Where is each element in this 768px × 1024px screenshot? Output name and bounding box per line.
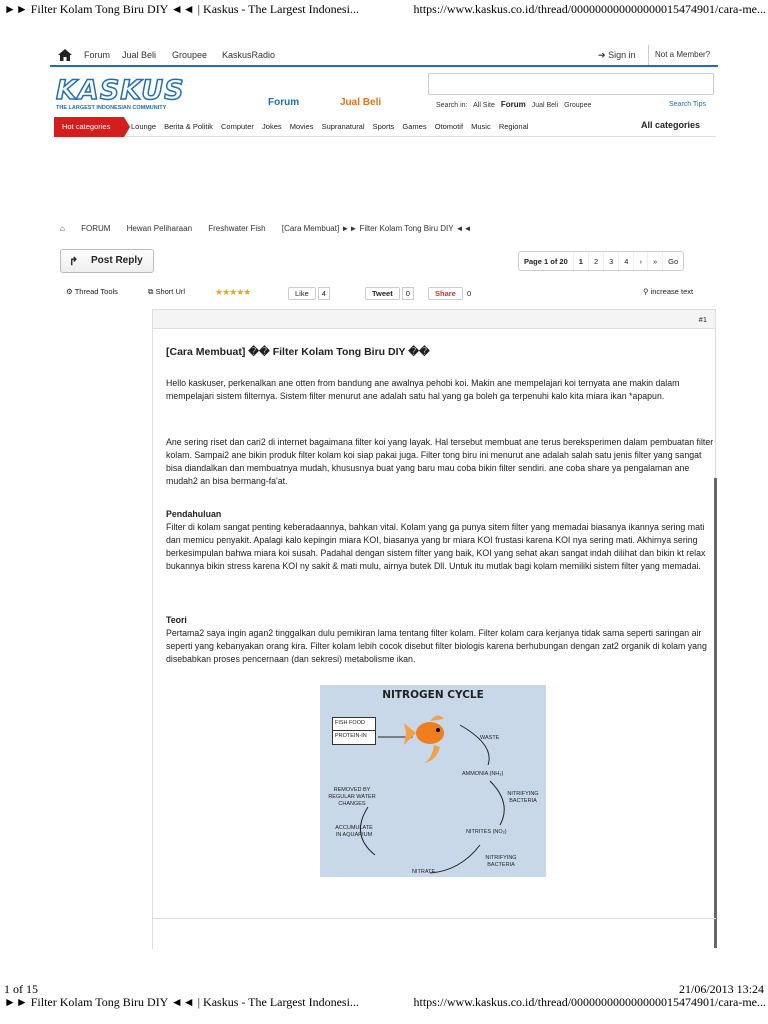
accumulate-label: ACCUMULATE IN AQUARIUM <box>335 825 373 838</box>
goldfish-icon <box>404 715 444 763</box>
hot-categories-tab[interactable]: Hot categories <box>54 117 124 137</box>
nitrogen-cycle-image <box>320 685 546 877</box>
thread-tools-label: Thread Tools <box>74 287 118 296</box>
print-url: https://www.kaskus.co.id/thread/000000000000000015474901/cara-me... <box>413 2 766 16</box>
breadcrumb-item[interactable]: Freshwater Fish <box>208 224 266 233</box>
nitrites-label: NITRITES (NO₂) <box>466 829 507 835</box>
pagination <box>518 251 684 271</box>
bacteria-label: NITRIFYING BACTERIA <box>507 791 539 804</box>
category-item[interactable]: Otomotif <box>434 122 464 131</box>
link-icon: ⧉ <box>148 287 154 296</box>
tweet-widget <box>365 287 414 300</box>
diagram-title: NITROGEN CYCLE <box>382 689 484 701</box>
sign-in-link[interactable] <box>598 50 636 61</box>
top-bar <box>50 45 718 67</box>
breadcrumb <box>60 224 486 233</box>
search-tips-link[interactable]: Search Tips <box>669 101 706 108</box>
post-title: [Cara Membuat] �� Filter Kolam Tong Biru DIY �� <box>166 346 430 358</box>
all-categories-link[interactable]: All categories <box>640 120 700 130</box>
search-opt-jualbeli[interactable]: Jual Beli <box>531 102 559 109</box>
breadcrumb-home-icon[interactable]: ⌂ <box>60 224 65 233</box>
go-button[interactable]: Go <box>662 252 683 270</box>
main-nav-forum[interactable]: Forum <box>268 97 300 108</box>
breadcrumb-current: [Cara Membuat] ►► Filter Kolam Tong Biru DIY ◄◄ <box>281 224 472 233</box>
category-list <box>131 122 534 131</box>
category-item[interactable]: Lounge <box>131 122 157 131</box>
post-section <box>166 508 716 573</box>
category-item[interactable]: Computer <box>221 122 254 131</box>
post-reply-button[interactable] <box>60 249 154 273</box>
category-item[interactable]: Games <box>402 122 427 131</box>
logo-word: KASKUS <box>56 75 185 106</box>
post-paragraph: Hello kaskuser, perkenalkan ane otten from bandung ane awalnya pehobi koi. Makin ane mempelajari koi ternyata ane makin dalam mempelajari sistem filternya. Sistem filter menurut ane adalah satu hal yang ga boleh ga terpenuhi kalo kita miara ikan *apapun. <box>166 378 680 401</box>
kaskus-logo[interactable] <box>56 75 186 112</box>
topnav-jualbeli[interactable]: Jual Beli <box>122 50 157 60</box>
category-bar <box>52 117 716 137</box>
tweet-button[interactable]: Tweet <box>365 287 400 300</box>
thread-tools-button[interactable] <box>66 287 118 296</box>
section-heading: Pendahuluan <box>166 509 222 519</box>
share-button[interactable]: Share <box>428 287 463 300</box>
tweet-count: 0 <box>402 287 414 300</box>
sign-in-icon: ➔ <box>598 50 606 60</box>
logo-tagline: THE LARGEST INDONESIAN COMMUNITY <box>56 105 167 111</box>
last-page-button[interactable]: » <box>647 252 662 270</box>
print-header <box>0 0 768 18</box>
category-item[interactable]: Berita & Politik <box>164 122 213 131</box>
main-nav-jualbeli[interactable]: Jual Beli <box>340 97 382 108</box>
rating-stars[interactable]: ★★★★★ <box>215 287 251 297</box>
topnav-groupee[interactable]: Groupee <box>172 50 208 60</box>
thread-toolbar <box>60 287 710 301</box>
search-opt-groupee[interactable]: Groupee <box>564 102 592 109</box>
post-paragraph: Pertama2 saya ingin agan2 tinggalkan dulu pemikiran lama tentang filter kolam. Filter kolam cara kerjanya tidak sama seperti saringan air seperti yang kebanyakan orang kira. Filter kolam lebih cocok disebut filter biologis karena berhubungan dengan zat2 organik di kolam yang disebabkan proses pencernaan (dan sekresi) metabolisme ikan. <box>166 628 707 664</box>
increase-text-button[interactable] <box>643 287 693 296</box>
fish-food-box <box>332 717 376 745</box>
like-button[interactable]: Like <box>288 287 316 300</box>
category-item[interactable]: Jokes <box>262 122 282 131</box>
next-page-button[interactable]: › <box>633 252 647 270</box>
post-paragraph: Filter di kolam sangat penting keberadaannya, bahkan vital. Kolam yang ga punya sitem filter yang memadai biasanya ikannya sering mati dan memicu penyakit. Apalagi kalo kepingin miara KOI, biasanya yang br miara KOI frustasi karena KOI nya sering mati. Akhirnya sering berkesimpulan bahwa miara koi susah. Padahal dengan sistem filter yang baik, KOI yang sehat akan sangat indah dilihat dan bikin kt relax bukannya bikin stress karena KOI ny sakit & mati mulu, airnya butek Dll. Untuk itu mutlak bagi kolam memiliki sistem filter yang memadai. <box>166 522 706 571</box>
breadcrumb-item[interactable]: FORUM <box>81 224 111 233</box>
sign-in-label: Sign in <box>608 50 636 60</box>
short-url-button[interactable] <box>148 287 185 297</box>
category-item[interactable]: Supranatural <box>321 122 365 131</box>
post-divider <box>152 918 716 919</box>
bacteria-label: NITRIFYING BACTERIA <box>485 855 517 868</box>
nitrate-label: NITRATE <box>412 869 436 875</box>
home-icon[interactable] <box>58 49 72 61</box>
gear-icon: ⚙ <box>66 287 73 296</box>
short-url-label: Short Url <box>155 287 186 296</box>
section-heading: Teori <box>166 615 187 625</box>
post-section <box>166 614 716 666</box>
page-link[interactable]: 4 <box>618 252 633 270</box>
search-opt-forum[interactable]: Forum <box>500 100 526 109</box>
print-title: ►► Filter Kolam Tong Biru DIY ◄◄ | Kaskus - The Largest Indonesi... <box>4 995 359 1009</box>
increase-text-label: increase text <box>650 287 694 296</box>
page-link[interactable]: 1 <box>573 252 588 270</box>
not-member-link[interactable]: Not a Member? <box>648 45 718 65</box>
page-indicator: 1 of 15 <box>4 982 38 996</box>
reply-arrow-icon: ↱ <box>69 256 79 268</box>
topnav-kaskusradio[interactable]: KaskusRadio <box>222 50 276 60</box>
post-number[interactable]: #1 <box>153 309 715 329</box>
page-link[interactable]: 2 <box>588 252 603 270</box>
breadcrumb-item[interactable]: Hewan Peliharaan <box>126 224 193 233</box>
page-label: Page 1 of 20 <box>524 257 568 266</box>
print-url: https://www.kaskus.co.id/thread/000000000000000015474901/cara-me... <box>413 995 766 1009</box>
search-scope <box>436 100 595 109</box>
share-widget <box>428 287 471 300</box>
like-widget <box>288 287 330 300</box>
topnav-forum[interactable]: Forum <box>84 50 111 60</box>
share-count: 0 <box>466 289 472 298</box>
post-reply-label: Post Reply <box>91 255 143 266</box>
water-change-label: REMOVED BY REGULAR WATER CHANGES <box>328 787 376 807</box>
ammonia-label: AMMONIA (NH₃) <box>462 771 504 777</box>
category-item[interactable]: Regional <box>498 122 529 131</box>
zoom-icon: ⚲ <box>643 287 649 296</box>
page-link[interactable]: 3 <box>603 252 618 270</box>
waste-label: WASTE <box>480 735 500 741</box>
category-item[interactable]: Movies <box>289 122 314 131</box>
category-item[interactable]: Sports <box>372 122 395 131</box>
search-in-label: Search in: <box>436 102 468 109</box>
print-title: ►► Filter Kolam Tong Biru DIY ◄◄ | Kaskus - The Largest Indonesi... <box>4 2 359 16</box>
print-datetime: 21/06/2013 13:24 <box>678 982 764 996</box>
post-paragraph: Ane sering riset dan cari2 di internet bagaimana filter koi yang layak. Hal tersebut membuat ane terus bereksperimen dalam pembuatan filter kolam. Sampai2 ane bikin produk filter kolam koi siap pakai juga. Filter tong biru ini menurut ane adalah salah satu jenis filter yang sangat bisa diandalkan dan membuatnya mudah, khususnya buat yang baru mau coba bikin filter sendiri. ane coba share ya pengalaman ane mudah2 an bisa bermang-fa'at. <box>166 437 714 486</box>
category-item[interactable]: Music <box>471 122 491 131</box>
fish-food-label: FISH FOOD <box>333 718 375 731</box>
search-opt-allsite[interactable]: All Site <box>473 102 495 109</box>
cycle-arrows <box>320 685 546 877</box>
search-input[interactable] <box>428 73 714 95</box>
like-count: 4 <box>318 287 330 300</box>
protein-label: PROTEIN-IN <box>335 733 367 739</box>
